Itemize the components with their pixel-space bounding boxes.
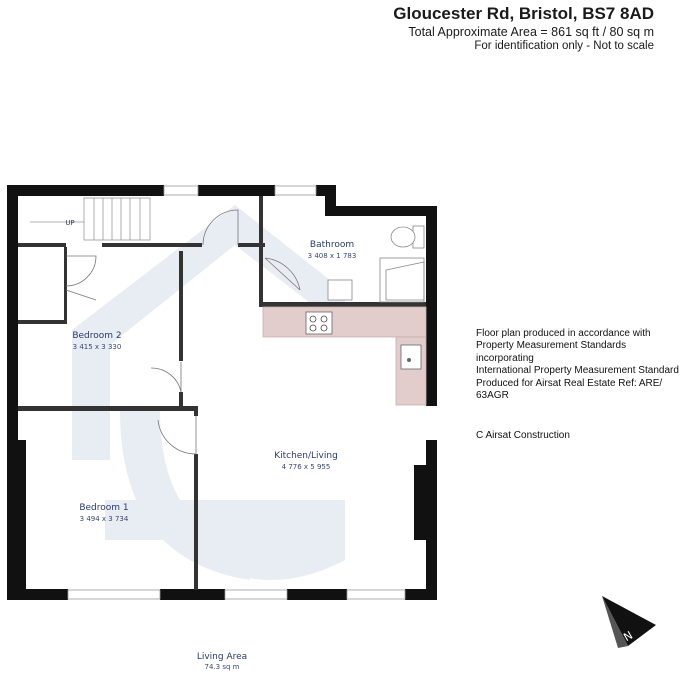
room-dims-bedroom-1: 3 494 x 3 734	[79, 515, 129, 523]
address-title: Gloucester Rd, Bristol, BS7 8AD	[393, 4, 654, 23]
room-label-kitchen: Kitchen/Living	[274, 451, 338, 461]
room-dims-bedroom-2: 3 415 x 3 330	[72, 343, 122, 351]
stairs-up-label: UP	[65, 219, 75, 227]
note-line: incorporating	[476, 352, 534, 364]
note-line: Floor plan produced in accordance with	[476, 328, 651, 339]
living-area-value: 74.3 sq m	[204, 663, 240, 671]
standards-note	[476, 328, 688, 402]
note-line: International Property Measurement Standard	[476, 365, 679, 377]
north-compass-icon	[602, 596, 656, 648]
room-label-bathroom: Bathroom	[309, 240, 355, 250]
room-label-bedroom-1: Bedroom 1	[79, 503, 129, 513]
staircase	[30, 198, 150, 240]
copyright-note: C Airsat Construction	[476, 430, 570, 441]
note-line: 63AGR	[476, 390, 509, 402]
identification-note: For identification only - Not to scale	[474, 40, 654, 52]
kitchen-counter	[263, 307, 426, 405]
room-label-bedroom-2: Bedroom 2	[72, 331, 122, 341]
room-dims-kitchen: 4 776 x 5 955	[281, 463, 331, 471]
living-area-label: Living Area	[196, 652, 248, 662]
bathroom-fixtures	[328, 226, 424, 302]
compass-n-label: N	[621, 628, 636, 645]
note-line: Property Measurement Standards	[476, 340, 627, 352]
total-area: Total Approximate Area = 861 sq ft / 80 sq m	[408, 25, 654, 39]
room-dims-bathroom: 3 408 x 1 783	[307, 252, 357, 260]
note-line: Produced for Airsat Real Estate Ref: ARE/	[476, 377, 663, 389]
watermark-logo	[72, 205, 345, 580]
